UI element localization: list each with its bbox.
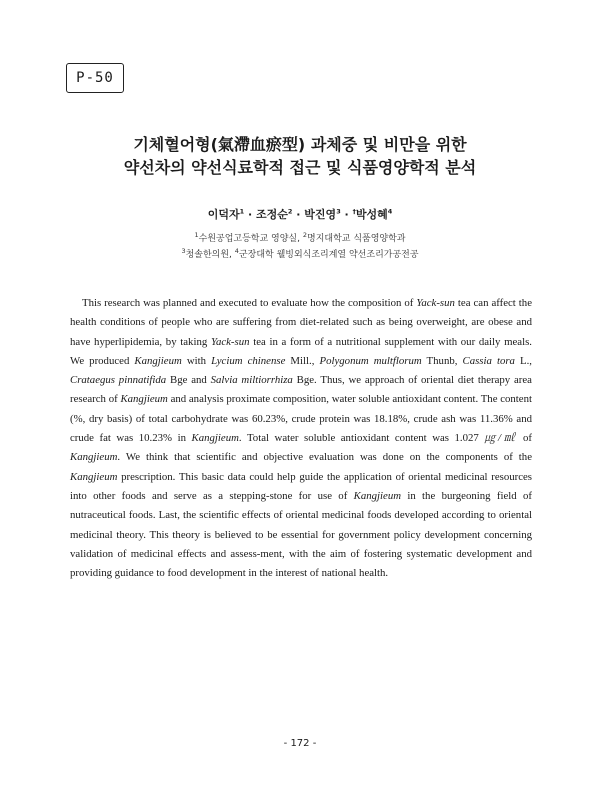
abstract-italic-run: Cassia tora <box>462 354 515 367</box>
abstract-text-run: of <box>517 432 532 445</box>
abstract-italic-run: Yack-sun <box>210 335 250 348</box>
affiliation-marker: 1 <box>194 231 199 239</box>
abstract <box>70 294 532 583</box>
abstract-text-run: and analysis proximate composition, water soluble antioxidant content. The content (%, dry basis) of total carbohydrate was 60.23%, crude protein was 18.18%, crude ash was 11.36% and crude fat was 10.23% in <box>70 393 533 445</box>
affiliation-text: 수원공업고등학교 영양실, <box>198 234 300 244</box>
affiliation-marker: 3 <box>181 247 186 255</box>
author-separator: · <box>340 208 353 221</box>
author-name: 이덕자 <box>207 208 240 221</box>
author-separator: · <box>292 208 305 221</box>
affiliation-line-1 <box>0 231 600 244</box>
author-name: 조정순 <box>256 208 288 221</box>
poster-id-box <box>66 63 124 93</box>
abstract-italic-run: Kangjieum <box>120 393 168 406</box>
author-separator: · <box>244 208 257 221</box>
abstract-text-run: Bge and <box>166 374 211 387</box>
abstract-italic-run: ㎍/㎖ <box>484 432 518 445</box>
abstract-italic-run: Salvia miltiorrhiza <box>210 374 293 387</box>
affiliation-text: 청솔한의원, <box>185 250 232 260</box>
abstract-text-run: Bge. Thus, we approach of oriental diet therapy area research of <box>70 374 532 406</box>
affiliation-text: 명지대학교 식품영양학과 <box>307 234 406 244</box>
abstract-italic-run: Crataegus pinnatifida <box>70 374 167 387</box>
abstract-text-run: Thunb, <box>421 354 463 367</box>
author-affiliation-marker: 1 <box>239 207 245 216</box>
abstract-text-run: Mill., <box>285 354 320 367</box>
abstract-italic-run: Kangjieum <box>70 470 118 483</box>
affiliation-marker: 4 <box>234 247 239 255</box>
abstract-text-run: . We think that scientific and objective evaluation was done on the components of the <box>117 451 532 464</box>
abstract-text-run: prescription. This basic data could help guide the application of oriental medicinal resources into other foods and serve as a stepping-stone for use of <box>70 470 532 502</box>
title-line-1: 기체혈어형(氣滯血瘀型) 과체중 및 비만을 위한 <box>133 135 467 154</box>
poster-id: P-50 <box>76 70 114 86</box>
affiliation-line-2 <box>0 247 600 260</box>
abstract-text-run: tea in a form of a nutritional supplement with our daily meals. We produced <box>70 335 532 367</box>
author-affiliation-marker: 4 <box>387 207 393 216</box>
author-name: 박성혜 <box>355 208 388 221</box>
author-name: 박진영 <box>304 208 337 221</box>
abstract-italic-run: Polygonum multflorum <box>319 354 422 367</box>
abstract-italic-run: Lycium chinense <box>211 354 286 367</box>
abstract-italic-run: Kangjieum <box>191 432 239 445</box>
abstract-text-run: L., <box>514 354 532 367</box>
abstract-text-run: with <box>181 354 212 367</box>
author-list <box>0 206 600 222</box>
page-number: - 172 - <box>283 738 317 749</box>
abstract-italic-run: Kangjieum <box>353 489 402 502</box>
abstract-text-run: This research was planned and executed to evaluate how the composition of <box>82 297 417 309</box>
corresponding-author-mark: † <box>352 207 356 216</box>
abstract-italic-run: Kangjieum <box>134 354 182 367</box>
paper-title <box>0 133 600 179</box>
affiliation-text: 군장대학 웰빙외식조리계열 약선조리가공전공 <box>238 250 419 260</box>
abstract-text-run: . Total water soluble antioxidant content was 1.027 <box>238 432 485 445</box>
author-affiliation-marker: 2 <box>287 207 293 216</box>
abstract-text-run: in the burgeoning field of nutraceutical foods. Last, the scientific effects of oriental medicinal foods developed according to oriental medicinal theory. This theory is believed to be essential for government policy development concerning validation of medicinal effects and assess-ment, with the aim of fostering systematic development and providing guidance to food development in the interest of national health. <box>70 489 532 580</box>
abstract-italic-run: Yack-sun <box>416 297 455 309</box>
title-line-2: 약선차의 약선식료학적 접근 및 식품영양학적 분석 <box>123 158 477 177</box>
author-affiliation-marker: 3 <box>336 207 341 216</box>
abstract-italic-run: Kangjieum <box>70 451 118 464</box>
affiliation-marker: 2 <box>302 231 307 239</box>
abstract-text-run: tea can affect the health conditions of people who are suffering from diet-related such as being overweight, are obese and have hyperlipidemia, by taking <box>70 297 532 348</box>
